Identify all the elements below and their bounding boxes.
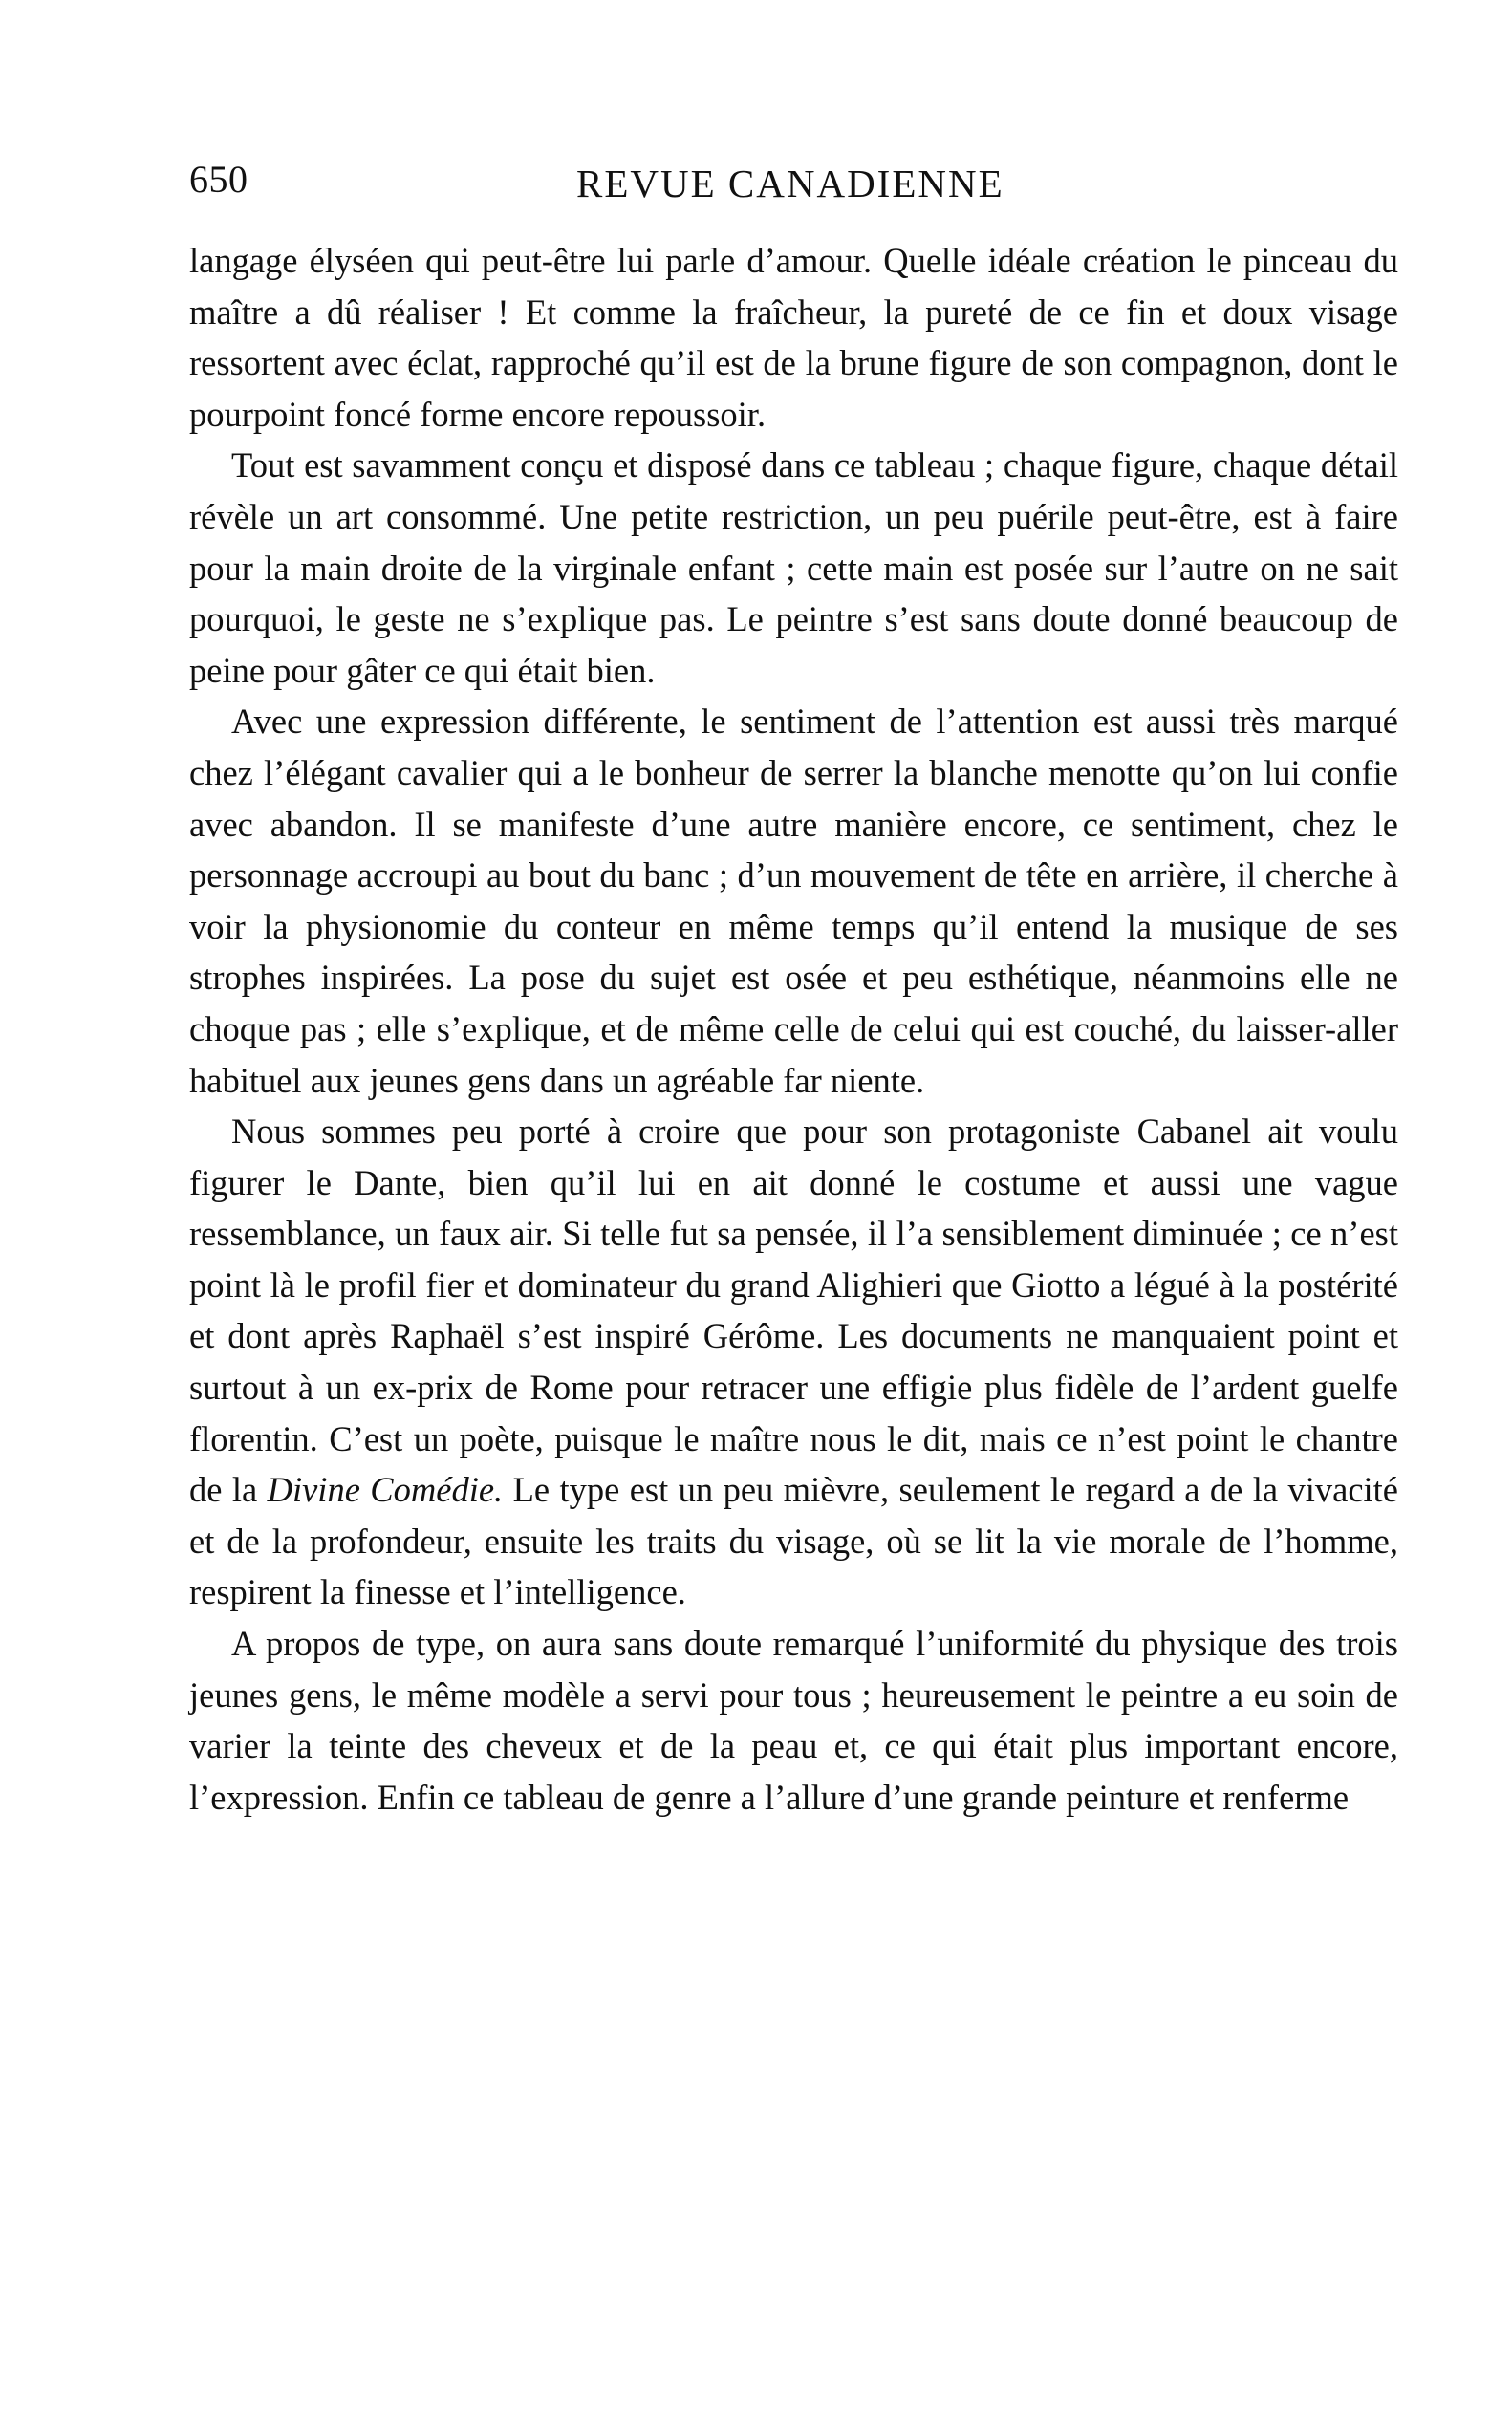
page-number: 650 xyxy=(189,158,248,201)
paragraph-4-text-a: Nous sommes peu porté à croire que pour son protagoniste Cabanel ait voulu figurer le Dante, bien qu’il lui en ait donné le costume et aussi une vague ressemblance, un faux air. Si telle fut sa pensée, il l’a sensiblement diminuée ; ce n’est point là le profil fier et dominateur du grand Alighieri que Giotto a légué à la postérité et dont après Raphaël s’est inspiré Gérôme. Les documents ne manquaient point et surtout à un ex-prix de Rome pour retracer une effigie plus fidèle de l’ardent guelfe florentin. C’est un poète, puisque le maître nous le dit, mais ce n’est point le chantre de la xyxy=(189,1112,1398,1510)
paragraph-4 xyxy=(189,1106,1398,1618)
paragraph-3: Avec une expression différente, le sentiment de l’attention est aussi très marqué chez l’élégant cavalier qui a le bonheur de serrer la blanche menotte qu’on lui confie avec abandon. Il se manifeste d’une autre manière encore, ce sentiment, chez le personnage accroupi au bout du banc ; d’un mouvement de tête en arrière, il cherche à voir la physionomie du conteur en même temps qu’il entend la musique de ses strophes inspirées. La pose du sujet est osée et peu esthétique, néanmoins elle ne choque pas ; elle s’explique, et de même celle de celui qui est couché, du laisser-aller habituel aux jeunes gens dans un agréable far niente. xyxy=(189,702,1398,1100)
paragraph-2: Tout est savamment conçu et disposé dans ce tableau ; chaque figure, chaque détail révèle un art consommé. Une petite restriction, un peu puérile peut-être, est à faire pour la main droite de la virginale enfant ; cette main est posée sur l’autre on ne sait pourquoi, le geste ne s’explique pas. Le peintre s’est sans doute donné beaucoup de peine pour gâter ce qui était bien. xyxy=(189,445,1398,690)
paragraph-4-text-b: Le type est un peu mièvre, seulement le regard a de la vivacité et de la profondeur, ensuite les traits du visage, où se lit la vie morale de l’homme, respirent la finesse et l’intelligence. xyxy=(189,1470,1399,1612)
page-header xyxy=(189,151,1370,208)
paragraph-1: langage élyséen qui peut-être lui parle d’amour. Quelle idéale création le pinceau du maître a dû réaliser ! Et comme la fraîcheur, la pureté de ce fin et doux visage ressortent avec éclat, rapproché qu’il est de la brune figure de son compagnon, dont le pourpoint foncé forme encore repoussoir. xyxy=(189,241,1398,434)
work-title: Divine Comédie. xyxy=(267,1470,504,1510)
running-title: REVUE CANADIENNE xyxy=(576,162,1004,205)
body-text xyxy=(189,235,1398,1823)
paragraph-5: A propos de type, on aura sans doute remarqué l’uniformité du physique des trois jeunes gens, le même modèle a servi pour tous ; heureusement le peintre a eu soin de varier la teinte des cheveux et de la peau et, ce qui était plus important encore, l’expression. Enfin ce tableau de genre a l’allure d’une grande peinture et renferme xyxy=(189,1624,1398,1817)
